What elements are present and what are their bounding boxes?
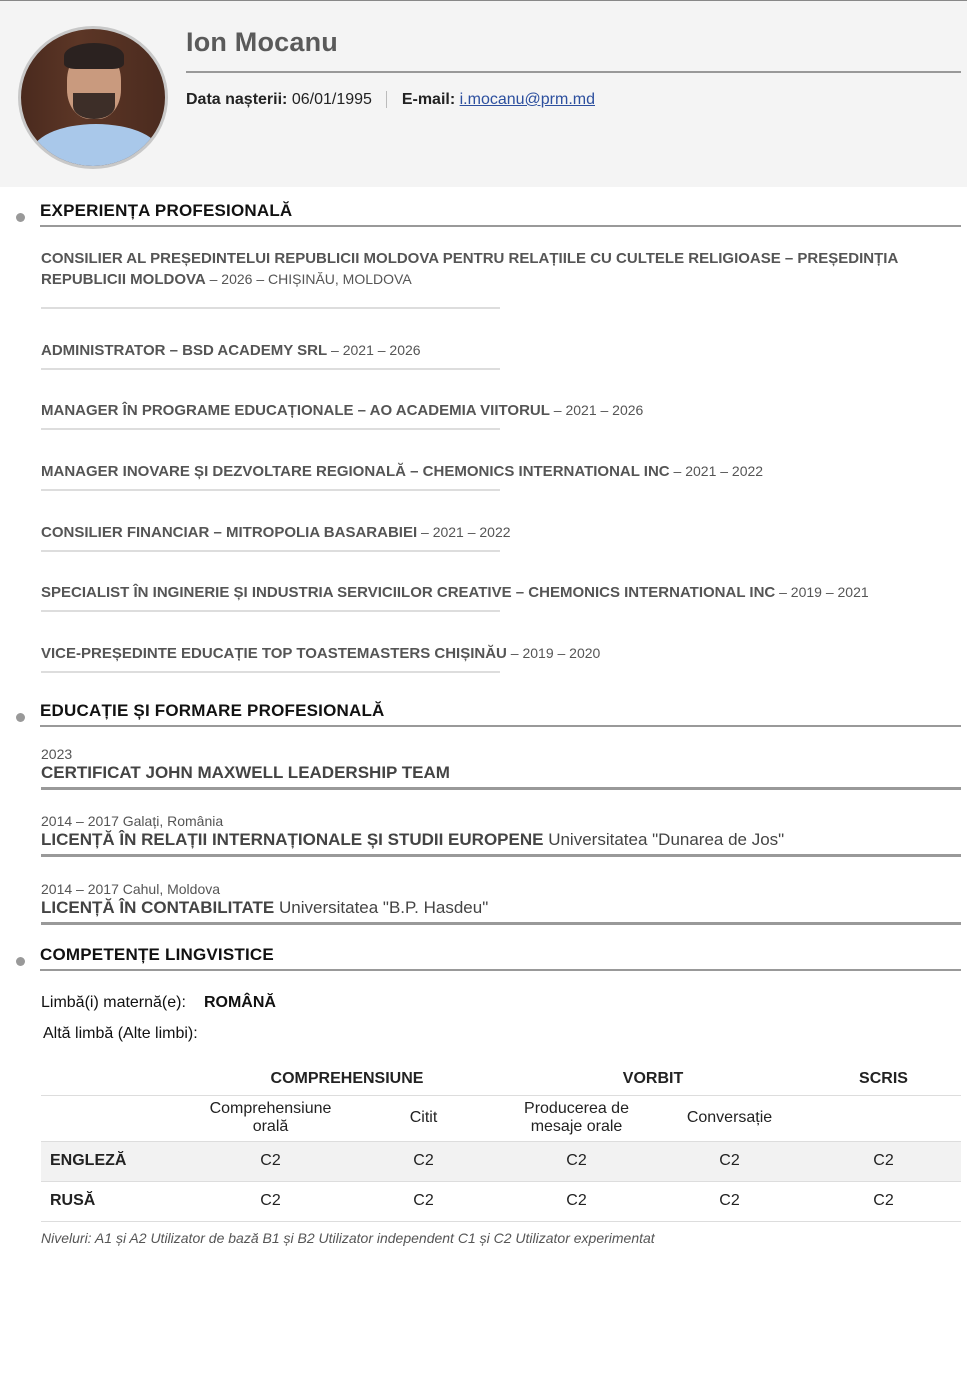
section-divider xyxy=(40,725,961,727)
levels-legend: Niveluri: A1 și A2 Utilizator de bază B1 și B2 Utilizator independent C1 și C2 Utilizator experimentat xyxy=(41,1230,655,1246)
subheader: Citit xyxy=(347,1095,500,1141)
education-entry: 2014 – 2017 Cahul, Moldova LICENȚĂ ÎN CONTABILITATE Universitatea "B.P. Hasdeu" xyxy=(41,881,961,925)
job-divider xyxy=(41,550,500,552)
education-entry: 2014 – 2017 Galați, România LICENȚĂ ÎN RELAȚII INTERNAȚIONALE ȘI STUDII EUROPENE Universitatea "Dunarea de Jos" xyxy=(41,813,961,857)
job-entry: CONSILIER FINANCIAR – MITROPOLIA BASARABIEI – 2021 – 2022 xyxy=(41,524,511,541)
job-entry: MANAGER INOVARE ȘI DEZVOLTARE REGIONALĂ – CHEMONICS INTERNATIONAL INC – 2021 – 2022 xyxy=(41,463,764,480)
section-title: COMPETENȚE LINGVISTICE xyxy=(40,945,274,964)
group-header: SCRIS xyxy=(806,1063,961,1095)
subheader: Comprehensiune orală xyxy=(194,1095,347,1141)
birth-value: 06/01/1995 xyxy=(291,91,372,108)
name-divider xyxy=(186,71,961,73)
person-name: Ion Mocanu xyxy=(186,27,338,57)
job-entry: ADMINISTRATOR – BSD ACADEMY SRL – 2021 – 2026 xyxy=(41,342,421,359)
group-header: VORBIT xyxy=(500,1063,806,1095)
bullet-icon xyxy=(16,957,25,966)
education-divider xyxy=(41,854,961,857)
education-divider xyxy=(41,922,961,925)
cv-header xyxy=(0,1,967,187)
section-divider xyxy=(40,225,961,227)
job-divider xyxy=(41,489,500,491)
profile-photo-icon xyxy=(18,26,168,169)
table-row: ENGLEZĂ C2 C2 C2 C2 C2 xyxy=(41,1141,961,1181)
job-entry: MANAGER ÎN PROGRAME EDUCAȚIONALE – AO ACADEMIA VIITORUL – 2021 – 2026 xyxy=(41,402,644,419)
job-entry: SPECIALIST ÎN INGINERIE ȘI INDUSTRIA SERVICIILOR CREATIVE – CHEMONICS INTERNATIONAL INC – 2019 – 2021 xyxy=(41,584,869,601)
mother-tongue: Limbă(i) maternă(e): ROMÂNĂ xyxy=(41,994,276,1011)
education-divider xyxy=(41,787,961,790)
contact-line xyxy=(186,91,595,109)
bullet-icon xyxy=(16,713,25,722)
subheader: Producerea de mesaje orale xyxy=(500,1095,653,1141)
bullet-icon xyxy=(16,213,25,222)
job-entry: VICE-PREȘEDINTE EDUCAȚIE TOP TOASTEMASTERS CHIȘINĂU – 2019 – 2020 xyxy=(41,645,601,662)
job-divider xyxy=(41,610,500,612)
education-entry: 2023 CERTIFICAT JOHN MAXWELL LEADERSHIP TEAM xyxy=(41,746,961,790)
subheader: Conversație xyxy=(653,1095,806,1141)
birth-label: Data nașterii: xyxy=(186,91,288,108)
job-divider xyxy=(41,671,500,673)
subheader xyxy=(806,1095,961,1141)
section-title: EDUCAȚIE ȘI FORMARE PROFESIONALĂ xyxy=(40,701,385,720)
job-divider xyxy=(41,428,500,430)
job-entry: CONSILIER AL PREȘEDINTELUI REPUBLICII MOLDOVA PENTRU RELAȚIILE CU CULTELE RELIGIOASE – PREȘEDINȚIA REPUBLICII MOLDOVA – 2026 – CHIȘINĂU, MOLDOVA xyxy=(41,250,898,288)
language-table xyxy=(41,1063,961,1222)
job-divider xyxy=(41,307,500,309)
section-title: EXPERIENȚA PROFESIONALĂ xyxy=(40,201,293,220)
group-header: COMPREHENSIUNE xyxy=(194,1063,500,1095)
table-row: RUSĂ C2 C2 C2 C2 C2 xyxy=(41,1181,961,1221)
contact-separator xyxy=(386,91,387,108)
section-divider xyxy=(40,969,961,971)
job-divider xyxy=(41,368,500,370)
other-languages-label: Altă limbă (Alte limbi): xyxy=(43,1025,198,1042)
email-label: E-mail: xyxy=(401,91,456,108)
email-link[interactable]: i.mocanu@prm.md xyxy=(459,91,595,108)
